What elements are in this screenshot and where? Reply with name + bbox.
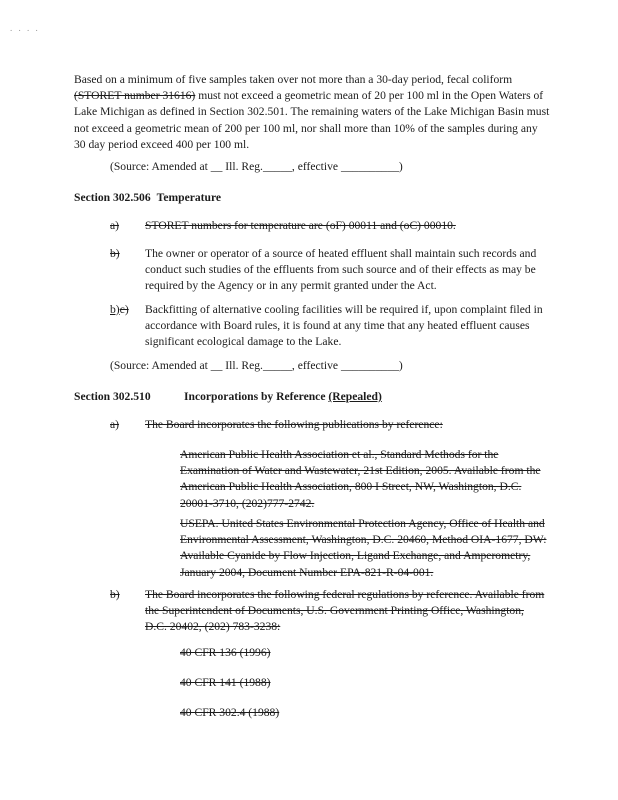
item-text: Backfitting of alternative cooling facilities will be required if, upon complaint filed in accordance with Board rules, it is found at any time that any heated effluent causes significant ecological damage to the Lake. [145, 303, 543, 349]
section-506-heading [74, 190, 221, 206]
source-note-1: (Source: Amended at __ Ill. Reg._____, effective __________) [110, 160, 403, 173]
item-text: The Board incorporates the following publications by reference: [145, 418, 443, 431]
item-label-new: b) [110, 303, 120, 316]
section-510-title: Incorporations by Reference [184, 390, 326, 403]
cfr-141: 40 CFR 141 (1988) [180, 676, 271, 689]
item-label: a) [110, 418, 120, 431]
intro-struck-storet: (STORET number 31616) [74, 89, 196, 103]
item-label: b) [110, 247, 120, 260]
intro-text-after: must not exceed a geometric mean of 20 per 100 ml in the Open Waters of Lake Michigan as defined in Section 302.501. The remaining waters of the Lake Michigan Basin must not exceed a geometric mean of 200 per 100 ml, nor shall more than 10% of the samples during any 30 day period exceed 400 per 100 ml. [74, 89, 550, 151]
scan-corner-mark: . . . . [10, 23, 40, 33]
section-506-number: Section 302.506 [74, 191, 151, 204]
section-510-heading [74, 389, 550, 405]
cfr-302-4: 40 CFR 302.4 (1988) [180, 706, 280, 719]
section-506-title: Temperature [156, 191, 222, 204]
item-text: The owner or operator of a source of heated effluent shall maintain such records and conduct such studies of the effluents from such source and of their effects as may be required by the Agency or in any permit granted under the Act. [145, 247, 537, 293]
repealed-marker: (Repealed) [328, 390, 382, 403]
publication-usepa: USEPA. United States Environmental Protection Agency, Office of Health and Environmental Assessment, Washington, D.C. 20460, Method OIA-1677, DW: Available Cyanide by Flow Injection, Ligand Exchange, and Amperometry, January 2004, Document Number EPA-821-R-04-001. [180, 517, 547, 579]
publication-apha: American Public Health Association et al., Standard Methods for the Examination of Water and Wastewater, 21st Edition, 2005. Available from the American Public Health Association, 800 I Street, NW, Washington, D.C. 20001-3710, (202)777-2742. [180, 448, 541, 510]
item-text: The Board incorporates the following federal regulations by reference. Available from the Superintendent of Documents, U.S. Government Printing Office, Washington, D.C. 20402, (202) 783-3238: [145, 588, 545, 634]
item-label: b) [110, 588, 120, 601]
source-note-2: (Source: Amended at __ Ill. Reg._____, effective __________) [110, 359, 403, 372]
item-label-old: c) [119, 303, 129, 316]
item-label [110, 302, 129, 318]
item-label: a) [110, 219, 120, 232]
section-510-number: Section 302.510 [74, 390, 151, 403]
section-510-title-group [184, 389, 382, 405]
fecal-coliform-paragraph [74, 72, 550, 153]
intro-text-before: Based on a minimum of five samples taken over not more than a 30-day period, fecal coliform [74, 73, 513, 86]
item-text: STORET numbers for temperature are (oF) 00011 and (oC) 00010. [145, 219, 456, 232]
cfr-136: 40 CFR 136 (1996) [180, 646, 271, 659]
